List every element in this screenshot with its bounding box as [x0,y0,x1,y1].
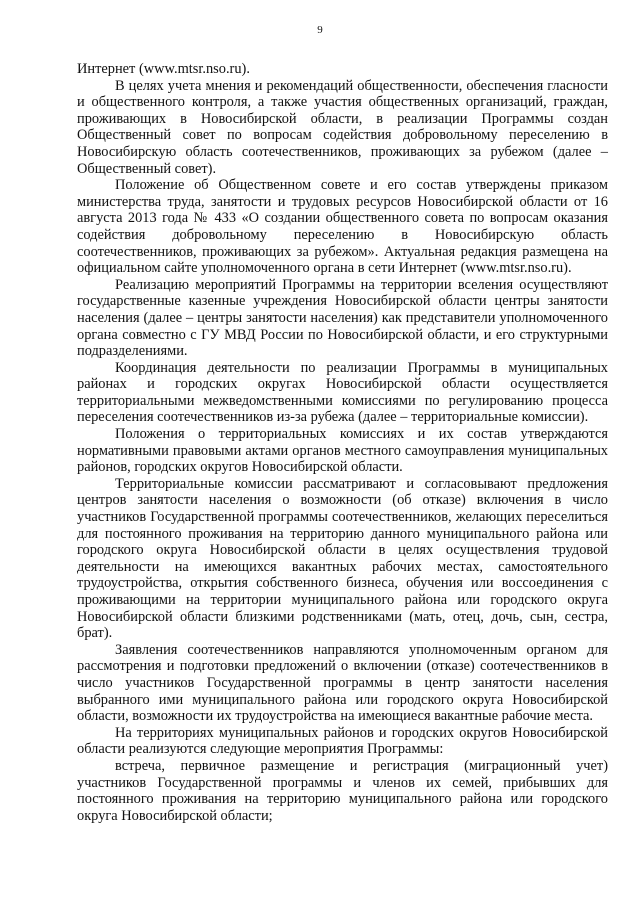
paragraph-5: Координация деятельности по реализации Программы в муниципальных районах и городских округах Новосибирской области осуществляется территориальными межведомственными комиссиями по регулированию процесса переселения соотечественников из-за рубежа (далее – территориальные комиссии). [77,359,608,426]
paragraph-4: Реализацию мероприятий Программы на территории вселения осуществляют государственные казенные учреждения Новосибирской области центры занятости населения (далее – центры занятости населения) как представители уполномоченного органа совместно с ГУ МВД России по Новосибирской области, и его структурными подразделениями. [77,276,608,360]
paragraph-1: Интернет (www.mtsr.nso.ru). [77,61,250,77]
paragraph-10: встреча, первичное размещение и регистрация (миграционный учет) участников Государственной программы и членов их семей, прибывших для постоянного проживания на территорию муниципального района или городского округа Новосибирской области; [77,757,608,824]
paragraph-3: Положение об Общественном совете и его состав утверждены приказом министерства труда, занятости и трудовых ресурсов Новосибирской области от 16 августа 2013 года № 433 «О создании общественного совета по вопросам оказания содействия добровольному переселению в Новосибирскую область соотечественников, проживающих за рубежом». Актуальная редакция размещена на официальном сайте уполномоченного органа в сети Интернет (www.mtsr.nso.ru). [77,177,608,277]
paragraph-7: Территориальные комиссии рассматривают и согласовывают предложения центров занятости населения о возможности (об отказе) включения в число участников Государственной программы соотечественников, желающих переселиться для постоянного проживания на территорию данного муниципального района или городского округа Новосибирской области в целях осуществления трудовой деятельности на имеющихся вакантных рабочих местах, самостоятельного трудоустройства, открытия собственного бизнеса, обучения или воссоединения с проживающими на территории муниципального района или городского округа Новосибирской области близкими родственниками (мать, отец, дочь, сын, сестра, брат). [77,475,608,642]
paragraph-9: На территориях муниципальных районов и городских округов Новосибирской области реализуются следующие мероприятия Программы: [77,724,608,758]
paragraph-2: В целях учета мнения и рекомендаций общественности, обеспечения гласности и общественного контроля, а также участия общественных организаций, граждан, проживающих в Новосибирской области, в реализации Программы создан Общественный совет по вопросам содействия добровольному переселению в Новосибирскую область соотечественников, проживающих за рубежом (далее – Общественный совет). [77,77,608,177]
paragraph-8: Заявления соотечественников направляются уполномоченным органом для рассмотрения и подготовки предложений о включении (отказе) соотечественников в число участников Государственной программы в центр занятости населения выбранного ими муниципального района или городского округа Новосибирской области, возможности их трудоустройства на имеющиеся вакантные рабочие места. [77,641,608,725]
page-number: 9 [317,24,323,36]
paragraph-6: Положения о территориальных комиссиях и их состав утверждаются нормативными правовыми актами органов местного самоуправления муниципальных районов, городских округов Новосибирской области. [77,426,608,476]
document-body [77,61,608,824]
